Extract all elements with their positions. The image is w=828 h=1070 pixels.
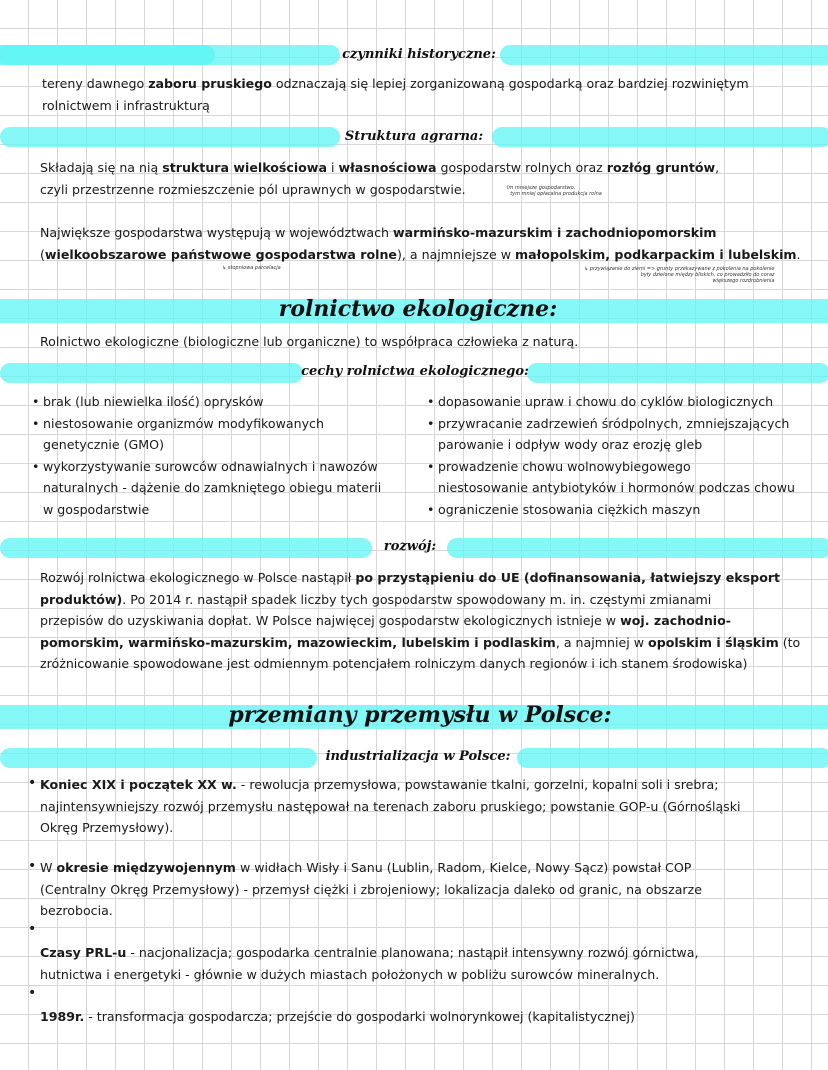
highlight-bar-right-rozwoj <box>447 538 828 558</box>
industrializacja-item-2: • W okresie międzywojennym w widłach Wisły i Sanu (Lublin, Radom, Kielce, Nowy Sącz) powstał COP (Centralny Okręg Przemysłowy) - przemysł ciężki i zbrojeniowy; lokalizacja daleko od granic, na obszarze bezrobocia. <box>28 858 702 918</box>
industrializacja-item-1: • Koniec XIX i początek XX w. - rewolucja przemysłowa, powstawanie tkalni, gorzelni, kopalni soli i srebra; najintensywniejszy rozwój przemysłu następował na terenach zaboru pruskiego; powstanie GOP-u (Górnośląski Okręg Przemysłowy). <box>28 775 741 835</box>
highlight-bar-right-struktura <box>492 127 828 147</box>
highlight-bar-left-struktura <box>0 127 340 147</box>
list-item: • wykorzystywanie surowców odnawialnych i nawozów <box>43 456 381 478</box>
main-heading-przemysl: przemiany przemysłu w Polsce: <box>228 702 612 728</box>
highlight-bar-right-hist <box>500 45 828 65</box>
bullet-icon: • <box>28 985 37 1001</box>
rozwoj-paragraph: Rozwój rolnictwa ekologicznego w Polsce nastąpił po przystąpieniu do UE (dofinansowania, łatwiejszy eksport produktów). Po 2014 r. nastąpił spadek liczby tych gospodarstw spowodowany m. in. częstymi zmianami przepisów do uzyskiwania dopłat. W Polsce najwięcej gospodarstw ekologicznych istnieje w woj. zachodnio- pomorskim, warmińsko-mazurskim, mazowieckim, lubelskim i podlaskim, a najmniej w opolskim i śląskim (to zróżnicowanie spowodowane jest odmiennym potencjałem rolniczym danych regionów i ich stanem środowiska) <box>40 570 801 671</box>
highlight-bar-right-industrializacja <box>517 748 828 768</box>
list-item: • brak (lub niewielka ilość) oprysków <box>43 391 381 413</box>
industrializacja-item-4: 1989r. - transformacja gospodarcza; przejście do gospodarki wolnorynkowej (kapitalistycznej) <box>40 1009 635 1024</box>
cechy-list-left: • brak (lub niewielka ilość) oprysków • niestosowanie organizmów modyfikowanych genetycznie (GMO) • wykorzystywanie surowców odnawialnych i nawozów naturalnych - dążenie do zamkniętego obiegu materii w gospodarstwie <box>43 391 381 520</box>
list-item: • dopasowanie upraw i chowu do cyklów biologicznych <box>438 391 795 413</box>
list-item: • niestosowanie organizmów modyfikowanych <box>43 413 381 435</box>
handwritten-note-2: ↳ stopniowa parcelacja <box>222 265 281 271</box>
section-heading-struktura: Struktura agrarna: <box>344 129 484 144</box>
section-heading-industrializacja: industrializacja w Polsce: <box>325 749 511 764</box>
highlight-bar-right-cechy <box>527 363 828 383</box>
section-heading-rozwoj: rozwój: <box>383 539 437 554</box>
handwritten-note-1: Im mniejsze gospodarstwo, tym mniej opłacalna produkcja rolna <box>507 185 602 197</box>
list-item: • prowadzenie chowu wolnowybiegowego <box>438 456 795 478</box>
highlight-bar-left-industrializacja <box>0 748 317 768</box>
bullet-icon: • <box>28 858 37 874</box>
section-heading-historyczne: czynniki historyczne: <box>342 47 496 62</box>
main-heading-eko: rolnictwo ekologiczne: <box>278 296 558 322</box>
section-heading-cechy: cechy rolnictwa ekologicznego: <box>301 364 529 379</box>
highlight-bar-left-cechy <box>0 363 303 383</box>
industrializacja-item-3: Czasy PRL-u - nacjonalizacja; gospodarka centralnie planowana; nastąpił intensywny rozwój górnictwa, hutnictwa i energetyki - głównie w dużych miastach położonych w pobliżu surowców mineralnych. <box>40 945 699 982</box>
highlight-bar-left-hist <box>0 45 340 65</box>
highlight-bar-left-rozwoj <box>0 538 372 558</box>
list-item: • ograniczenie stosowania ciężkich maszyn <box>438 499 795 521</box>
list-item: • przywracanie zadrzewień śródpolnych, zmniejszających <box>438 413 795 435</box>
struktura-paragraph-1: Składają się na nią struktura wielkościowa i własnościowa gospodarstw rolnych oraz rozłóg gruntów, czyli przestrzenne rozmieszczenie pól uprawnych w gospodarstwie. <box>40 160 720 197</box>
bullet-icon: • <box>28 775 37 791</box>
eko-definition: Rolnictwo ekologiczne (biologiczne lub organiczne) to współpraca człowieka z naturą. <box>40 334 579 349</box>
bullet-icon: • <box>28 921 37 937</box>
struktura-paragraph-2: Największe gospodarstwa występują w województwach warmińsko-mazurskim i zachodniopomorskim (wielkoobszarowe państwowe gospodarstwa rolne), a najmniejsze w małopolskim, podkarpackim i lubelskim. <box>40 225 801 262</box>
handwritten-note-3: ↳ przywiązanie do ziemi => grunty przekazywane z pokolenia na pokolenie były dzielone między bliskich, co prowadziło do coraz większego rozdrobnienia <box>584 266 775 284</box>
historyczne-text: tereny dawnego zaboru pruskiego odznaczają się lepiej zorganizowaną gospodarką oraz bardziej rozwiniętym rolnictwem i infrastrukturą <box>42 76 749 113</box>
cechy-list-right: • dopasowanie upraw i chowu do cyklów biologicznych • przywracanie zadrzewień śródpolnych, zmniejszających parowanie i odpływ wody oraz erozję gleb • prowadzenie chowu wolnowybiegowego niestosowanie antybiotyków i hormonów podczas chowu • ograniczenie stosowania ciężkich maszyn <box>438 391 795 520</box>
